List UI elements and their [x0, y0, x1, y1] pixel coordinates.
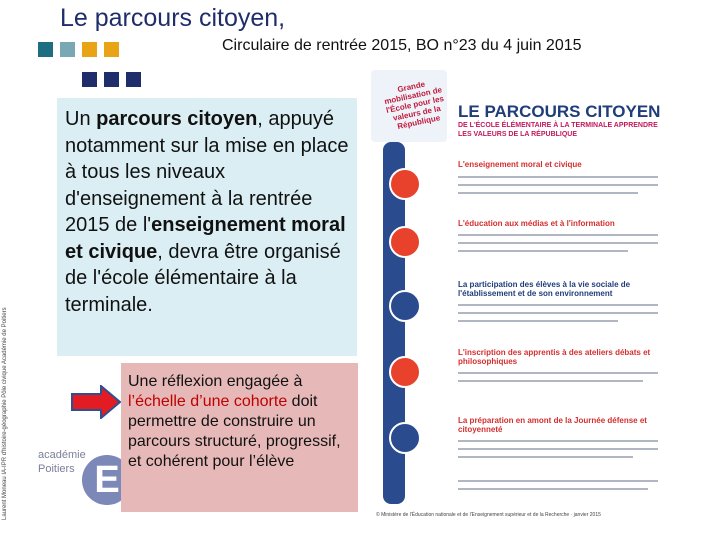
decor-square: [104, 72, 119, 87]
note-text-part: doit permettre de construire un parcours structuré, progressif, et cohérent pour l’élève: [128, 393, 341, 470]
main-text: [65, 106, 355, 318]
decor-square: [104, 42, 119, 57]
academy-logo: [38, 448, 86, 476]
poster-section-body: [458, 176, 658, 178]
poster-section-body: [458, 184, 658, 186]
poster-section-body: [458, 234, 658, 236]
main-text-bold: enseignement moral et civique: [65, 214, 346, 263]
note-text-highlight: l’échelle d’une cohorte: [128, 393, 288, 410]
slide-title: Le parcours citoyen,: [60, 4, 286, 32]
poster-section-title: La participation des élèves à la vie sociale de l'établissement et de son environnement: [458, 280, 631, 298]
poster-section-title: L'enseignement moral et civique: [458, 160, 582, 169]
poster-section-body: [458, 440, 658, 442]
slide-subtitle: Circulaire de rentrée 2015, BO n°23 du 4 juin 2015: [222, 37, 582, 54]
poster-section-title: La préparation en amont de la Journée défense et citoyenneté: [458, 416, 647, 434]
poster-section-body: [458, 456, 633, 458]
vertical-credit: Laurent Moneau IA-IPR d'histoire-géographie Pôle civique Académie de Poitiers: [2, 307, 8, 520]
poster-section-body: [458, 480, 658, 482]
main-text-part: , devra être organisé de l'école élémentaire à la terminale.: [65, 240, 341, 316]
poster-subtitle: DE L'ÉCOLE ÉLÉMENTAIRE À LA TERMINALE APPRENDRE LES VALEURS DE LA RÉPUBLIQUE: [458, 122, 658, 138]
poster-section-title: L'éducation aux médias et à l'information: [458, 219, 615, 228]
debate-icon: [389, 356, 421, 388]
right-arrow-icon: [71, 385, 121, 419]
poster-section-body: [458, 242, 658, 244]
main-text-part: Un: [65, 108, 97, 130]
france-map-icon: [389, 422, 421, 454]
main-text-part: , appuyé notamment sur la mise en place à tous les niveaux d'enseignement à la rentrée 2015 de l': [65, 108, 349, 236]
decor-square: [82, 72, 97, 87]
poster-section-body: [458, 312, 658, 314]
main-text-bold: parcours citoyen: [96, 108, 258, 130]
media-icon: [389, 226, 421, 258]
poster-section-body: [458, 192, 638, 194]
note-text: [128, 372, 353, 472]
poster-footer: © Ministère de l'Éducation nationale et de l'Enseignement supérieur et de la Recherche · janvier 2015: [376, 512, 601, 518]
poster-section-body: [458, 372, 658, 374]
participation-icon: [389, 290, 421, 322]
decor-square: [82, 42, 97, 57]
poster-section-body: [458, 304, 658, 306]
poster-badge-text: Grande mobilisation de l'École pour les valeurs de la République: [383, 79, 445, 132]
poster-section-body: [458, 448, 658, 450]
decor-square: [60, 42, 75, 57]
logo-line2: Poitiers: [38, 463, 75, 475]
note-text-part: Une réflexion engagée à: [128, 373, 303, 390]
poster-title: LE PARCOURS CITOYEN: [458, 102, 661, 121]
logo-line1: académie: [38, 449, 86, 461]
decor-square: [126, 72, 141, 87]
poster-section-body: [458, 250, 628, 252]
poster-section-body: [458, 380, 643, 382]
logo-e-icon: E: [82, 455, 132, 505]
poster-section-body: [458, 488, 648, 490]
ethics-icon: [389, 168, 421, 200]
decor-square: [38, 42, 53, 57]
poster-section-body: [458, 320, 618, 322]
poster-section-title: L'inscription des apprentis à des ateliers débats et philosophiques: [458, 348, 651, 366]
